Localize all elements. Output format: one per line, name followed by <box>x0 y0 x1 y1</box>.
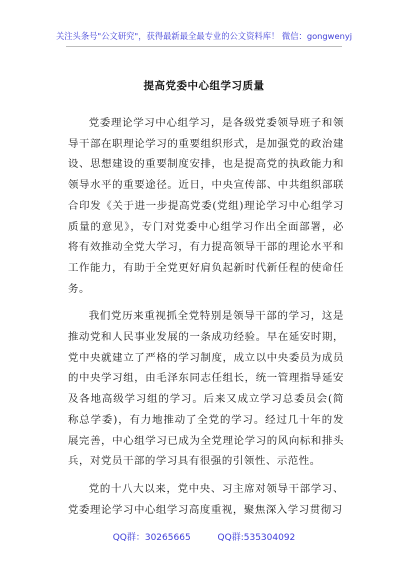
footer <box>0 530 408 543</box>
document-body <box>68 113 344 527</box>
document-title: 提高党委中心组学习质量 <box>143 80 265 92</box>
header-banner: 关注头条号"公文研究"，获得最新最全最专业的公文资料库！ 微信：gongwenyj <box>55 31 353 41</box>
paragraph-3: 党的十八大以来，党中央、习主席对领导干部学习、党委理论学习中心组学习高度重视，聚焦深入学习贯彻习 <box>68 482 344 516</box>
header-divider <box>66 46 342 47</box>
footer-qq-group-1: QQ群：30265665 <box>112 533 191 543</box>
paragraph-2: 我们党历来重视抓全党特别是领导干部的学习，这是推动党和人民事业发展的一条成功经验。早在延安时期，党中央就建立了严格的学习制度，成立以中央委员为成员的中央学习组，由毛泽东同志任组长，统一管理指导延安及各地高级学习组的学习。后来又成立学习总委员会(简称总学委)，有力地推动了全党的学习。经过几十年的发展完善，中心组学习已成为全党理论学习的风向标和排头兵，对党员干部的学习具有很强的引领性、示范性。 <box>68 310 344 468</box>
footer-qq-group-2: QQ群:535304092 <box>217 533 296 543</box>
paragraph-1: 党委理论学习中心组学习，是各级党委领导班子和领导干部在职理论学习的重要组织形式，是加强党的政治建设、思想建设的重要制度安排，也是提高党的执政能力和领导水平的重要途径。近日，中央宣传部、中共组织部联合印发《关于进一步提高党委(党组)理论学习中心组学习质量的意见》，专门对党委中心组学习作出全面部署，必将有效推动全党大学习，有力提高领导干部的理论水平和工作能力，有助于全党更好肩负起新时代新任程的使命任务。 <box>68 117 344 295</box>
